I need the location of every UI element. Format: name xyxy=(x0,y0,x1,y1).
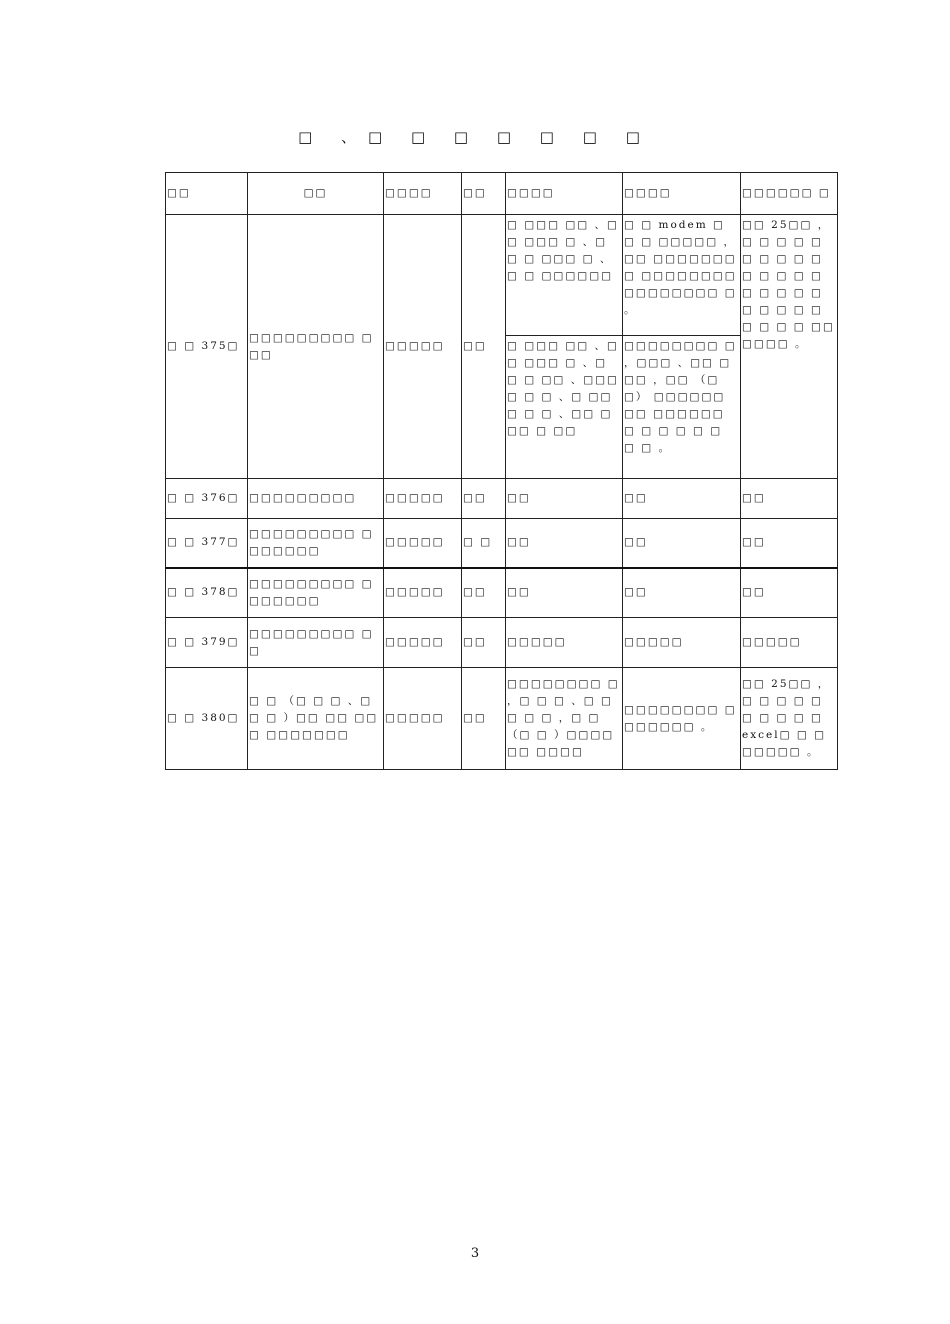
row-type: □□□□□ xyxy=(384,618,462,668)
row-type: □□□□□ xyxy=(384,519,462,568)
row-requirement: □ □ modem □ □ □ □□□□□ ，□□ □□□□□□□□ □□□□□□□□ □□□□□□□□ □ 。 xyxy=(623,215,741,336)
row-unit: □□ xyxy=(462,668,506,770)
row-type: □□□□□ xyxy=(384,668,462,770)
row-type: □□□□□ xyxy=(384,215,462,479)
row-method: □□ xyxy=(506,568,623,618)
row-note: □□ 25□□ ，□ □ □ □ □ □ □ □ □ □ □ □ □ □ □ □ □ □ □ □ □ □ □ □ □ □ □ □ □ □□ □□□□ 。 xyxy=(741,215,838,479)
header-cell: □□□□ xyxy=(384,173,462,215)
row-note: □□ xyxy=(741,519,838,568)
row-type: □□□□□ xyxy=(384,479,462,519)
row-unit: □□ xyxy=(462,618,506,668)
row-requirement: □□ xyxy=(623,568,741,618)
row-unit: □ □ xyxy=(462,519,506,568)
row-requirement: □□ xyxy=(623,479,741,519)
table-row xyxy=(166,668,838,770)
row-name: □ □ （□ □ □ 、□ □ □ ）□□ □□ □□□ □□□□□□□ xyxy=(248,668,384,770)
row-note: □□ xyxy=(741,479,838,519)
row-note: □□ xyxy=(741,568,838,618)
row-unit: □□ xyxy=(462,479,506,519)
row-id: □ □ 378□ xyxy=(166,568,248,618)
row-unit: □□ xyxy=(462,215,506,479)
table-header-row xyxy=(166,173,838,215)
row-id: □ □ 375□ xyxy=(166,215,248,479)
row-name: □□□□□□□□□ □□□□□□□ xyxy=(248,519,384,568)
row-id: □ □ 376□ xyxy=(166,479,248,519)
row-method: □ □□□ □□ 、□ □ □□□ □ 、□ □ □ □□ 、□□□ □ □ □ 、□ □□□ □ □ 、□□ □□□ □ □□ xyxy=(506,336,623,479)
row-method: □□□□□□□□ □ ，□ □ □ 、□ □ □ □ □ ，□ □ （□ □ ）□□□□□□ □□□□ xyxy=(506,668,623,770)
table-row xyxy=(166,215,838,336)
page-number: 3 xyxy=(470,1246,480,1261)
header-cell: □□□□□□ □ xyxy=(741,173,838,215)
row-name: □□□□□□□□□ □□□ xyxy=(248,215,384,479)
table-row xyxy=(166,618,838,668)
row-requirement: □□□□□ xyxy=(623,618,741,668)
row-requirement: □□□□□□□□ □ ，□□□ 、□□ □ □□ ，□□ （□ □） □□□□□□ □□ □□□□□□ □ □ □ □ □ □ □ □ 。 xyxy=(623,336,741,479)
data-table xyxy=(165,172,838,770)
row-note: □□□□□ xyxy=(741,618,838,668)
table-row xyxy=(166,568,838,618)
page-title: □ 、□ □ □ □ □ □ □ xyxy=(298,128,652,146)
row-name: □□□□□□□□□ □□ xyxy=(248,618,384,668)
row-name: □□□□□□□□□ □□□□□□□ xyxy=(248,568,384,618)
row-method: □□ xyxy=(506,479,623,519)
row-note: □□ 25□□ ，□ □ □ □ □ □ □ □ □ □ excel□ □ □ □□□□□ 。 xyxy=(741,668,838,770)
row-method: □□□□□ xyxy=(506,618,623,668)
row-name: □□□□□□□□□ xyxy=(248,479,384,519)
table-row xyxy=(166,479,838,519)
row-id: □ □ 380□ xyxy=(166,668,248,770)
row-id: □ □ 377□ xyxy=(166,519,248,568)
header-cell: □□□□ xyxy=(623,173,741,215)
header-cell: □□□□ xyxy=(506,173,623,215)
row-unit: □□ xyxy=(462,568,506,618)
row-requirement: □□□□□□□□ □□□□□□□ 。 xyxy=(623,668,741,770)
row-id: □ □ 379□ xyxy=(166,618,248,668)
header-cell: □□ xyxy=(166,173,248,215)
header-cell: □□ xyxy=(462,173,506,215)
row-type: □□□□□ xyxy=(384,568,462,618)
header-cell: □□ xyxy=(248,173,384,215)
row-requirement: □□ xyxy=(623,519,741,568)
row-method: □□ xyxy=(506,519,623,568)
table-row xyxy=(166,519,838,568)
row-method: □ □□□ □□ 、□ □ □□□ □ 、□ □ □ □□□ □ 、□ □ □□□□□□ xyxy=(506,215,623,336)
